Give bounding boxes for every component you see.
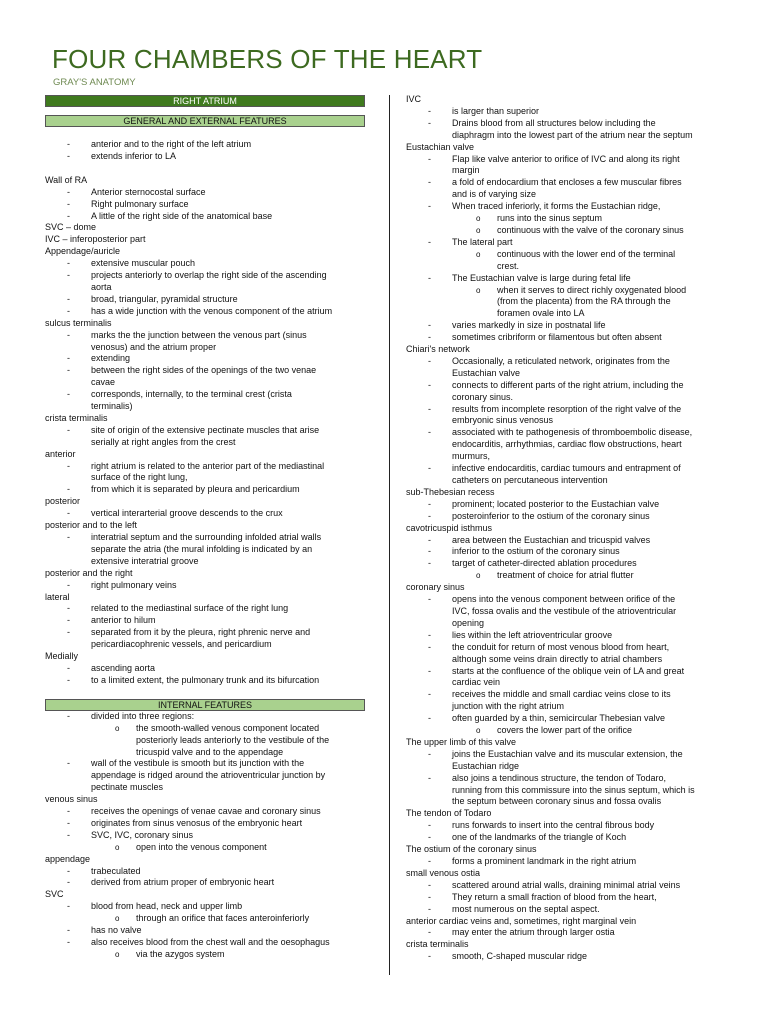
bullet-item: - extending	[45, 353, 365, 365]
bullet-continuation: catheters on percutaneous intervention	[452, 475, 608, 485]
topic-heading: Wall of RA	[45, 174, 88, 185]
bullet-continuation: junction with the right atrium	[452, 701, 565, 712]
bullet-item: - Flap like valve anterior to orifice of IVC and along its right	[406, 154, 724, 166]
bullet-item: - right pulmonary veins	[45, 580, 365, 592]
topic-heading: crista terminalis	[406, 939, 469, 950]
bullet-item: - right atrium is related to the anterior part of the mediastinal	[45, 461, 365, 473]
bullet-item: - joins the Eustachian valve and its muscular extension, the	[406, 749, 724, 761]
bullet-item: - related to the mediastinal surface of the right lung	[45, 603, 365, 615]
bullet-item: - The lateral part	[406, 237, 724, 249]
bullet-item: - is larger than superior	[406, 106, 724, 118]
bullet-item: - forms a prominent landmark in the right atrium	[406, 856, 724, 868]
bullet-item: - receives the openings of venae cavae and coronary sinus	[45, 806, 365, 818]
bullet-item: - runs forwards to insert into the central fibrous body	[406, 820, 724, 832]
bullet-item: - vertical interarterial groove descends to the crux	[45, 508, 365, 520]
topic-heading: The tendon of Todaro	[406, 808, 492, 819]
bullet-item: - between the right sides of the openings of the two venae	[45, 365, 365, 377]
sub-bullet-continuation: tricuspid valve and to the appendage	[136, 746, 284, 757]
topic-heading: anterior cardiac veins and, sometimes, right marginal vein	[406, 915, 637, 926]
bullet-continuation: Eustachian ridge	[452, 760, 520, 771]
bullet-item: - divided into three regions:	[45, 711, 365, 723]
topic-heading: SVC	[45, 889, 64, 900]
bullet-item: - receives the middle and small cardiac veins close to its	[406, 689, 724, 701]
topic-heading: IVC – inferoposterior part	[45, 234, 146, 245]
bullet-item: - lies within the left atrioventricular groove	[406, 630, 724, 642]
sub-bullet-continuation: crest.	[497, 260, 520, 271]
bullet-item: - derived from atrium proper of embryonic heart	[45, 877, 365, 889]
sub-bullet-item: o the smooth-walled venous component located	[45, 723, 365, 735]
bullet-item: - Drains blood from all structures below including the	[406, 118, 724, 130]
spacer	[45, 163, 365, 175]
bullet-item: - Right pulmonary surface	[45, 199, 365, 211]
bullet-item: - the conduit for return of most venous blood from heart,	[406, 642, 724, 654]
bullet-item: - projects anteriorly to overlap the right side of the ascending	[45, 270, 365, 282]
topic-heading: Eustachian valve	[406, 141, 475, 152]
bullet-item: - connects to different parts of the right atrium, including the	[406, 380, 724, 392]
left-column	[45, 95, 365, 961]
bullet-continuation: running from this commissure into the sinus septum, which is	[452, 784, 695, 795]
bullet-item: - ascending aorta	[45, 663, 365, 675]
bullet-continuation: separate the atria (the mural infolding is indicated by an	[91, 543, 313, 554]
bullet-item: - originates from sinus venosus of the embryonic heart	[45, 818, 365, 830]
bullet-item: - anterior to hilum	[45, 615, 365, 627]
bullet-item: - anterior and to the right of the left atrium	[45, 139, 365, 151]
sub-bullet-continuation: foramen ovale into LA	[497, 308, 585, 319]
spacer	[45, 107, 365, 115]
bullet-item: - has no valve	[45, 925, 365, 937]
topic-heading: appendage	[45, 853, 91, 864]
bullet-continuation: pectinate muscles	[91, 782, 164, 793]
bullet-continuation: embryonic sinus venosus	[452, 415, 554, 426]
bullet-item: - The Eustachian valve is large during fetal life	[406, 273, 724, 285]
bullet-item: - target of catheter-directed ablation procedures	[406, 558, 724, 570]
spacer	[45, 687, 365, 699]
bullet-item: - infective endocarditis, cardiac tumours and entrapment of	[406, 463, 724, 475]
bullet-item: - opens into the venous component between orifice of the	[406, 594, 724, 606]
bullet-continuation: Eustachian valve	[452, 367, 521, 378]
page-title: FOUR CHAMBERS OF THE HEART	[52, 44, 483, 74]
bullet-continuation: diaphragm into the lowest part of the atrium near the septum	[452, 129, 693, 140]
bullet-item: - also receives blood from the chest wall and the oesophagus	[45, 937, 365, 949]
sub-bullet-item: o when it serves to direct richly oxygenated blood	[406, 285, 724, 297]
bullet-item: - extensive muscular pouch	[45, 258, 365, 270]
sub-bullet-item: o continuous with the lower end of the terminal	[406, 249, 724, 261]
bullet-continuation: coronary sinus.	[452, 391, 514, 402]
bullet-item: - often guarded by a thin, semicircular Thebesian valve	[406, 713, 724, 725]
bullet-item: - to a limited extent, the pulmonary trunk and its bifurcation	[45, 675, 365, 687]
bullet-item: - extends inferior to LA	[45, 151, 365, 163]
bullet-continuation: pericardiacophrenic vessels, and pericardium	[91, 639, 272, 650]
bullet-item: - interatrial septum and the surrounding infolded atrial walls	[45, 532, 365, 544]
bullet-continuation: although some veins drain directly to atrial chambers	[452, 653, 663, 664]
subsection-header: GENERAL AND EXTERNAL FEATURES	[45, 115, 365, 127]
topic-heading: small venous ostia	[406, 867, 481, 878]
bullet-item: - SVC, IVC, coronary sinus	[45, 830, 365, 842]
bullet-item: - most numerous on the septal aspect.	[406, 904, 724, 916]
bullet-continuation: endocarditis, arrhythmias, cardiac flow obstructions, heart	[452, 439, 682, 450]
bullet-item: - smooth, C-shaped muscular ridge	[406, 951, 724, 963]
bullet-item: - posteroinferior to the ostium of the coronary sinus	[406, 511, 724, 523]
sub-bullet-item: o continuous with the valve of the coronary sinus	[406, 225, 724, 237]
right-column	[406, 94, 724, 963]
bullet-continuation: venosus) and the atrium proper	[91, 341, 217, 352]
bullet-item: - When traced inferiorly, it forms the Eustachian ridge,	[406, 201, 724, 213]
topic-heading: posterior and to the left	[45, 520, 138, 531]
column-divider	[389, 95, 390, 975]
sub-bullet-item: o open into the venous component	[45, 842, 365, 854]
topic-heading: anterior	[45, 448, 76, 459]
bullet-continuation: serially at right angles from the crest	[91, 436, 236, 447]
bullet-item: - results from incomplete resorption of the right valve of the	[406, 404, 724, 416]
topic-heading: IVC	[406, 94, 422, 104]
topic-heading: sulcus terminalis	[45, 317, 112, 328]
bullet-item: - may enter the atrium through larger ostia	[406, 927, 724, 939]
bullet-item: - area between the Eustachian and tricuspid valves	[406, 535, 724, 547]
sub-bullet-item: o runs into the sinus septum	[406, 213, 724, 225]
bullet-continuation: IVC, fossa ovalis and the vestibule of the atrioventricular	[452, 605, 677, 616]
bullet-item: - corresponds, internally, to the terminal crest (crista	[45, 389, 365, 401]
bullet-item: - varies markedly in size in postnatal life	[406, 320, 724, 332]
topic-heading: cavotricuspid isthmus	[406, 522, 493, 533]
sub-bullet-item: o treatment of choice for atrial flutter	[406, 570, 724, 582]
bullet-item: - A little of the right side of the anatomical base	[45, 211, 365, 223]
bullet-continuation: cavae	[91, 377, 116, 388]
subsection-header: INTERNAL FEATURES	[45, 699, 365, 711]
bullet-continuation: murmurs,	[452, 451, 490, 462]
bullet-item: - a fold of endocardium that encloses a few muscular fibres	[406, 177, 724, 189]
bullet-continuation: cardiac vein	[452, 677, 501, 688]
bullet-item: - sometimes cribriform or filamentous but often absent	[406, 332, 724, 344]
bullet-item: - Anterior sternocostal surface	[45, 187, 365, 199]
topic-heading: sub-Thebesian recess	[406, 486, 495, 497]
bullet-item: - marks the the junction between the venous part (sinus	[45, 330, 365, 342]
topic-heading: Medially	[45, 651, 79, 662]
sub-bullet-item: o through an orifice that faces anteroinferiorly	[45, 913, 365, 925]
sub-bullet-continuation: posteriorly leads anteriorly to the vestibule of the	[136, 734, 330, 745]
bullet-item: - trabeculated	[45, 866, 365, 878]
section-header: RIGHT ATRIUM	[45, 95, 365, 107]
bullet-continuation: surface of the right lung,	[91, 472, 188, 483]
bullet-item: - site of origin of the extensive pectinate muscles that arise	[45, 425, 365, 437]
bullet-continuation: opening	[452, 617, 485, 628]
bullet-item: - Occasionally, a reticulated network, originates from the	[406, 356, 724, 368]
bullet-item: - starts at the confluence of the oblique vein of LA and great	[406, 666, 724, 678]
topic-heading: lateral	[45, 591, 70, 602]
page-subtitle: GRAY'S ANATOMY	[53, 77, 136, 88]
topic-heading: SVC – dome	[45, 222, 97, 233]
bullet-continuation: extensive interatrial groove	[91, 555, 199, 566]
bullet-item: - separated from it by the pleura, right phrenic nerve and	[45, 627, 365, 639]
bullet-continuation: terminalis)	[91, 401, 133, 412]
bullet-continuation: and is of varying size	[452, 189, 537, 200]
bullet-continuation: the septum between coronary sinus and fossa ovalis	[452, 796, 662, 807]
bullet-item: - one of the landmarks of the triangle of Koch	[406, 832, 724, 844]
bullet-item: - has a wide junction with the venous component of the atrium	[45, 306, 365, 318]
topic-heading: The ostium of the coronary sinus	[406, 844, 537, 855]
bullet-item: - broad, triangular, pyramidal structure	[45, 294, 365, 306]
bullet-item: - wall of the vestibule is smooth but its junction with the	[45, 758, 365, 770]
bullet-continuation: aorta	[91, 281, 112, 292]
bullet-item: - inferior to the ostium of the coronary sinus	[406, 546, 724, 558]
bullet-item: - They return a small fraction of blood from the heart,	[406, 892, 724, 904]
bullet-item: - also joins a tendinous structure, the tendon of Todaro,	[406, 773, 724, 785]
topic-heading: The upper limb of this valve	[406, 736, 517, 747]
sub-bullet-item: o via the azygos system	[45, 949, 365, 961]
topic-heading: Appendage/auricle	[45, 246, 121, 257]
topic-heading: venous sinus	[45, 794, 98, 805]
bullet-item: - scattered around atrial walls, draining minimal atrial veins	[406, 880, 724, 892]
topic-heading: coronary sinus	[406, 582, 465, 593]
bullet-item: - from which it is separated by pleura and pericardium	[45, 484, 365, 496]
bullet-item: - associated with te pathogenesis of thromboembolic disease,	[406, 427, 724, 439]
topic-heading: crista terminalis	[45, 412, 108, 423]
topic-heading: posterior	[45, 496, 81, 507]
bullet-item: - blood from head, neck and upper limb	[45, 901, 365, 913]
bullet-continuation: appendage is ridged around the atrioventricular junction by	[91, 770, 326, 781]
topic-heading: Chiari's network	[406, 344, 470, 355]
spacer	[45, 127, 365, 139]
bullet-item: - prominent; located posterior to the Eustachian valve	[406, 499, 724, 511]
bullet-continuation: margin	[452, 165, 480, 176]
sub-bullet-item: o covers the lower part of the orifice	[406, 725, 724, 737]
sub-bullet-continuation: (from the placenta) from the RA through the	[497, 296, 671, 307]
topic-heading: posterior and the right	[45, 567, 133, 578]
